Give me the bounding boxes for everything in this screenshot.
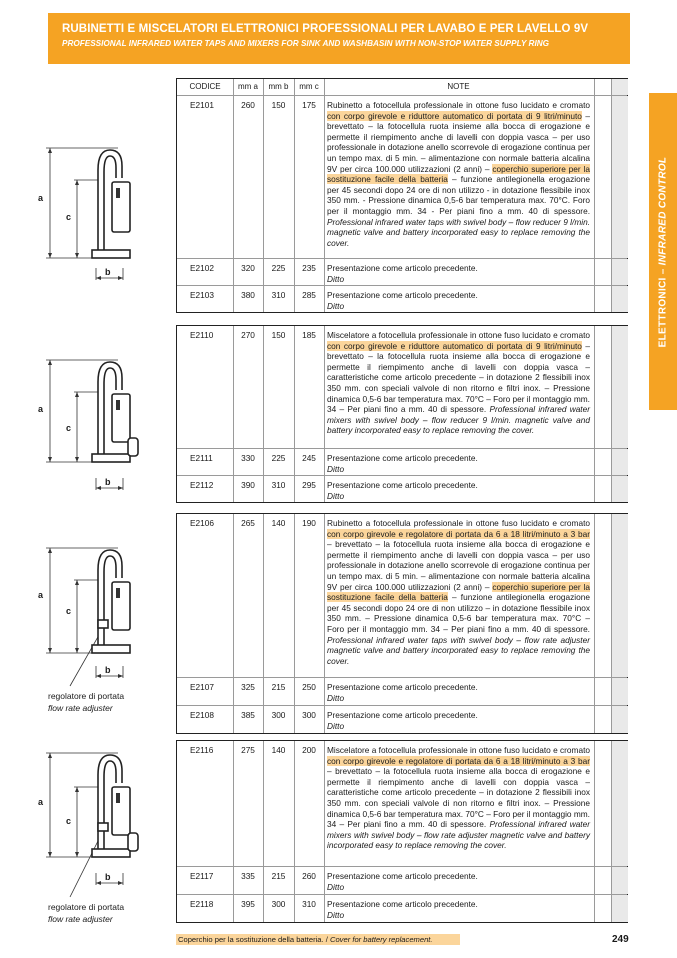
- product-note: [324, 741, 594, 866]
- product-code: E2102: [190, 263, 214, 273]
- dim-label-a: a: [38, 797, 44, 807]
- dim-label-a: a: [38, 404, 44, 414]
- note-text: Presentazione come articolo precedente.: [327, 290, 478, 300]
- tap-diagram-2: [30, 538, 150, 688]
- dim-a: 395: [241, 899, 255, 909]
- note-text: Presentazione come articolo precedente.: [327, 682, 478, 692]
- dim-b: 215: [271, 871, 286, 881]
- product-note: [324, 867, 594, 894]
- dim-label-a: a: [38, 193, 44, 203]
- note-english: Ditto: [327, 300, 345, 311]
- product-code: E2110: [190, 330, 214, 340]
- product-note: [324, 326, 594, 448]
- dim-a: 335: [241, 871, 255, 881]
- tap-diagram-1: [30, 140, 150, 285]
- dim-a: 265: [241, 518, 255, 528]
- note-highlight: con corpo girevole e riduttore automatico di portata di 9 litri/minuto: [327, 340, 582, 351]
- table-row: [177, 285, 627, 312]
- footer-note: [176, 934, 460, 945]
- product-note: [324, 96, 594, 258]
- dim-b: 150: [271, 100, 286, 110]
- header-b: mm b: [268, 82, 289, 91]
- dim-label-a: a: [38, 590, 44, 600]
- dim-c: 175: [302, 100, 316, 110]
- dim-c: 300: [302, 710, 316, 720]
- product-note: [324, 706, 594, 733]
- note-english: Professional infrared water mixers with swivel body – flow reducer 9 l/min. magnetic valve and battery incorporated easy to replace removing the cover.: [327, 404, 590, 436]
- product-code: E2116: [190, 745, 214, 755]
- product-note: [324, 678, 594, 705]
- dim-b: 310: [271, 480, 286, 490]
- note-text: – funzione antilegionella erogazione per 45 secondi dopo 24 ore di non utilizzo - in dotazione flessibile inox 350 mm. - Pressione dinamica 0,5-6 bar temperatura max. 70°C. Foro per il montaggio mm. 34 - Per piani fino a mm. 40 di spessore.: [327, 174, 590, 216]
- dim-a: 390: [241, 480, 255, 490]
- dim-a: 385: [241, 710, 255, 720]
- product-note: [324, 514, 594, 677]
- note-text: Miscelatore a fotocellula professionale in ottone fuso lucidato e cromato: [327, 330, 590, 340]
- header-note: NOTE: [447, 82, 470, 91]
- dim-b: 300: [271, 899, 286, 909]
- dim-a: 325: [241, 682, 255, 692]
- note-text: Presentazione come articolo precedente.: [327, 899, 478, 909]
- note-text: – brevettato – la fotocellula ruota insieme alla bocca di erogazione e permette il riempimento anche di lavelli con doppia vasca – per uso professionale in dotazione anello scorrevole di erogazione continua per un tempo max. di 5 min. – alimentazione con normale batteria alcalina 9V per circa 100.000 utilizzazioni (2 anni) –: [327, 539, 590, 592]
- product-code: E2118: [190, 899, 214, 909]
- note-english: Ditto: [327, 720, 345, 731]
- dim-a: 380: [241, 290, 255, 300]
- page-number: 249: [612, 934, 629, 945]
- dim-c: 185: [302, 330, 316, 340]
- page-header: [48, 13, 630, 64]
- dim-a: 260: [241, 100, 255, 110]
- note-text: Presentazione come articolo precedente.: [327, 871, 478, 881]
- table-row: [177, 258, 627, 285]
- product-table-3: [176, 513, 628, 734]
- product-code: E2108: [190, 710, 214, 720]
- dim-a: 330: [241, 453, 255, 463]
- caption-it: regolatore di portata: [48, 691, 125, 701]
- dim-c: 260: [302, 871, 316, 881]
- product-code: E2112: [190, 480, 214, 490]
- side-tab: [649, 93, 677, 410]
- product-table-4: [176, 740, 628, 923]
- note-text: Rubinetto a fotocellula professionale in ottone fuso lucidato e cromato: [327, 100, 590, 110]
- dim-a: 270: [241, 330, 255, 340]
- note-text: Presentazione come articolo precedente.: [327, 453, 478, 463]
- note-highlight: coperchio superiore per la sostituzione facile della batteria: [327, 581, 590, 603]
- caption-en: flow rate adjuster: [48, 703, 113, 713]
- mixer-diagram-1: [30, 350, 150, 495]
- dim-b: 140: [271, 745, 286, 755]
- note-english: Ditto: [327, 463, 345, 474]
- dim-b: 225: [271, 263, 286, 273]
- product-note: [324, 259, 594, 285]
- dim-c: 250: [302, 682, 316, 692]
- note-highlight: con corpo girevole e regolatore di portata da 6 a 18 litri/minuto a 3 bar: [327, 528, 590, 539]
- dim-label-b: b: [105, 477, 111, 487]
- table-row: [177, 866, 627, 894]
- header-code: CODICE: [189, 82, 221, 91]
- header-title-it: RUBINETTI E MISCELATORI ELETTRONICI PROFESSIONALI PER LAVABO E PER LAVELLO 9V: [62, 23, 589, 35]
- product-table-2: [176, 325, 628, 503]
- header-a: mm a: [238, 82, 258, 91]
- dim-b: 150: [271, 330, 286, 340]
- product-code: E2117: [190, 871, 214, 881]
- caption-en: flow rate adjuster: [48, 914, 113, 924]
- table-row: [177, 514, 627, 677]
- dim-b: 140: [271, 518, 286, 528]
- dim-label-b: b: [105, 872, 111, 882]
- dim-c: 235: [302, 263, 316, 273]
- dim-c: 295: [302, 480, 316, 490]
- dim-a: 320: [241, 263, 255, 273]
- note-text: Presentazione come articolo precedente.: [327, 480, 478, 490]
- note-text: Presentazione come articolo precedente.: [327, 263, 478, 273]
- product-code: E2111: [190, 453, 213, 463]
- dim-b: 225: [271, 453, 286, 463]
- product-note: [324, 895, 594, 922]
- product-code: E2101: [190, 100, 214, 110]
- note-english: Ditto: [327, 490, 345, 501]
- footer-note-it: Coperchio per la sostituzione della batteria. /: [178, 935, 330, 944]
- dim-b: 310: [271, 290, 286, 300]
- table-row: [177, 705, 627, 733]
- dim-c: 245: [302, 453, 316, 463]
- table-header-row: [177, 79, 627, 95]
- dim-c: 190: [302, 518, 316, 528]
- note-text: Rubinetto a fotocellula professionale in ottone fuso lucidato e cromato: [327, 518, 590, 528]
- table-row: [177, 741, 627, 866]
- header-c: mm c: [299, 82, 319, 91]
- side-tab-it: ELETTRONICI –: [657, 264, 669, 347]
- note-highlight: coperchio superiore per la sostituzione facile della batteria: [327, 163, 590, 185]
- table-row: [177, 677, 627, 705]
- note-text: – funzione antilegionella erogazione per 45 secondi dopo 24 ore di non utilizzo – in dotazione flessibile inox 350 mm. – Pressione dinamica 0,5-6 bar temperatura max. 70°C – Foro per il montaggio mm. 34 – Per piani fino a mm. 40 di spessore.: [327, 592, 590, 634]
- side-tab-en: INFRARED CONTROL: [657, 156, 669, 265]
- table-row: [177, 475, 627, 502]
- note-text: – brevettato – la fotocellula ruota insieme alla bocca di erogazione e permette il riempimento anche di lavelli con doppia vasca – per uso professionale in dotazione anello scorrevole di erogazione continua per un tempo max. di 5 min. – alimentazione con normale batteria alcalina 9V per circa 100.000 utilizzazioni (2 anni) –: [327, 110, 590, 174]
- note-text: Miscelatore a fotocellula professionale in ottone fuso lucidato e cromato: [327, 745, 590, 755]
- product-note: [324, 449, 594, 475]
- caption-flow-adjuster-1: [48, 690, 124, 714]
- product-code: E2103: [190, 290, 214, 300]
- note-text: – brevettato – la fotocellula ruota insieme alla bocca di erogazione e permette il riempimento anche di lavelli con doppia vasca – caratteristiche come articolo precedente – in dotazione 2 flessibili inox 350 mm. con speciali valvole di non ritorno e filtri inox. – Pressione dinamica 0,5-6 bar temperatura max. 70°C – Foro per il montaggio mm. 34 – Per piani fino a mm. 40 di spessore.: [327, 766, 590, 830]
- dim-c: 285: [302, 290, 316, 300]
- product-note: [324, 476, 594, 502]
- product-table-1: [176, 78, 628, 313]
- note-english: Professional infrared water taps with swivel body – flow rate adjuster magnetic valve and battery incorporated easy to replace removing the cover.: [327, 634, 590, 666]
- dim-b: 215: [271, 682, 286, 692]
- note-english: Ditto: [327, 692, 345, 703]
- caption-it: regolatore di portata: [48, 902, 125, 912]
- note-english: Ditto: [327, 881, 345, 892]
- dim-a: 275: [241, 745, 255, 755]
- dim-label-c: c: [66, 606, 72, 616]
- note-english: Ditto: [327, 909, 345, 920]
- note-highlight: con corpo girevole e riduttore automatico di portata di 9 litri/minuto: [327, 110, 582, 121]
- header-title-en: PROFESSIONAL INFRARED WATER TAPS AND MIXERS FOR SINK AND WASHBASIN WITH NON-STOP WATER SUPPLY RING: [62, 39, 550, 48]
- caption-flow-adjuster-2: [48, 901, 124, 925]
- dim-b: 300: [271, 710, 286, 720]
- note-text: Presentazione come articolo precedente.: [327, 710, 478, 720]
- table-row: [177, 448, 627, 475]
- table-row: [177, 326, 627, 448]
- dim-c: 310: [302, 899, 316, 909]
- note-english: Professional infrared water mixers with swivel body – flow rate adjuster magnetic valve and battery incorporated easy to replace removing the cover.: [327, 819, 590, 851]
- product-code: E2107: [190, 682, 214, 692]
- mixer-diagram-2: [30, 745, 150, 900]
- footer-note-en: Cover for battery replacement.: [329, 935, 433, 944]
- table-row: [177, 95, 627, 258]
- note-english: Ditto: [327, 273, 345, 284]
- product-code: E2106: [190, 518, 214, 528]
- dim-label-b: b: [105, 665, 111, 675]
- note-text: – brevettato – la fotocellula ruota insieme alla bocca di erogazione e permette il riempimento anche di lavelli con doppia vasca – caratteristiche come articolo precedente – in dotazione 2 flessibili inox 350 mm. con speciali valvole di non ritorno e filtri inox. – Pressione dinamica 0,5-6 bar temperatura max. 70°C – Foro per il montaggio mm. 34 – Per piani fino a mm. 40 di spessore.: [327, 340, 590, 415]
- table-row: [177, 894, 627, 922]
- note-english: Professional infrared water taps with swivel body – flow reducer 9 l/min. magnetic valve and battery incorporated easy to replace removing the cover.: [327, 216, 590, 248]
- dim-label-c: c: [66, 816, 72, 826]
- note-highlight: con corpo girevole e regolatore di portata da 6 a 18 litri/minuto a 3 bar: [327, 755, 590, 766]
- product-note: [324, 286, 594, 312]
- dim-c: 200: [302, 745, 316, 755]
- dim-label-c: c: [66, 212, 72, 222]
- dim-label-c: c: [66, 423, 72, 433]
- dim-label-b: b: [105, 267, 111, 277]
